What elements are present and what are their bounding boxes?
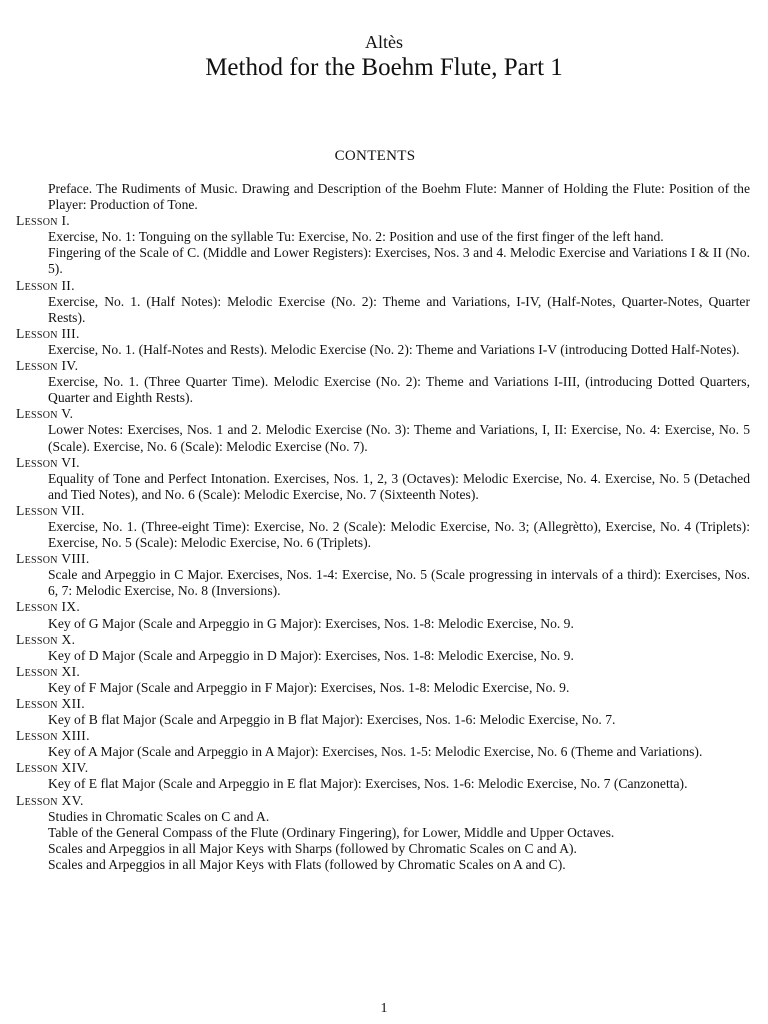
lesson-heading: Lesson V. xyxy=(16,406,74,422)
closing-entry: Scales and Arpeggios in all Major Keys with Flats (followed by Chromatic Scales on A and C). xyxy=(48,856,566,872)
lesson-heading: Lesson XIII. xyxy=(16,728,90,744)
lesson-heading: Lesson XV. xyxy=(16,792,84,808)
lesson-entry: Studies in Chromatic Scales on C and A. xyxy=(48,808,270,824)
lesson-heading: Lesson XI. xyxy=(16,663,81,679)
lesson-heading: Lesson I. xyxy=(16,213,71,229)
lesson-heading: Lesson VII. xyxy=(16,502,85,518)
lesson-heading: Lesson VI. xyxy=(16,454,80,470)
lesson-entry: Key of G Major (Scale and Arpeggio in G Major): Exercises, Nos. 1-8: Melodic Exercise, No. 9. xyxy=(48,615,574,631)
lesson-entry: Exercise, No. 1. (Half Notes): Melodic Exercise (No. 2): Theme and Variations, I-IV, (Half-Notes, Quarter-Notes, Quarter Rests). xyxy=(48,293,750,325)
author-name: Altès xyxy=(365,32,403,52)
lesson-heading: Lesson VIII. xyxy=(16,551,90,567)
lesson-heading: Lesson X. xyxy=(16,631,76,647)
preface-entry: Preface. The Rudiments of Music. Drawing and Description of the Boehm Flute: Manner of Holding the Flute: Position of the Player: Production of Tone. xyxy=(48,181,750,213)
table-of-contents xyxy=(16,181,750,873)
closing-entry: Scales and Arpeggios in all Major Keys with Sharps (followed by Chromatic Scales on C and A). xyxy=(48,840,577,856)
lesson-heading: Lesson II. xyxy=(16,277,75,293)
lesson-entry: Key of B flat Major (Scale and Arpeggio in B flat Major): Exercises, Nos. 1-6: Melodic Exercise, No. 7. xyxy=(48,712,616,728)
contents-heading: CONTENTS xyxy=(334,148,416,164)
lesson-heading: Lesson IV. xyxy=(16,358,79,374)
lesson-entry: Exercise, No. 1: Tonguing on the syllable Tu: Exercise, No. 2: Position and use of the first finger of the left hand. xyxy=(48,229,664,245)
lesson-entry: Equality of Tone and Perfect Intonation. Exercises, Nos. 1, 2, 3 (Octaves): Melodic Exercise, No. 4. Exercise, No. 5 (Detached and Tied Notes), and No. 6 (Scale): Melodic Exercise, No. 7 (Sixteenth Notes). xyxy=(48,470,750,502)
lesson-entry: Key of E flat Major (Scale and Arpeggio in E flat Major): Exercises, Nos. 1-6: Melodic Exercise, No. 7 (Canzonetta). xyxy=(48,776,688,792)
lesson-heading: Lesson IX. xyxy=(16,599,81,615)
lesson-heading: Lesson XII. xyxy=(16,696,85,711)
lesson-entry: Key of D Major (Scale and Arpeggio in D Major): Exercises, Nos. 1-8: Melodic Exercise, No. 9. xyxy=(48,647,574,663)
lesson-heading: Lesson III. xyxy=(16,325,80,341)
lesson-entry: Scale and Arpeggio in C Major. Exercises, Nos. 1-4: Exercise, No. 5 (Scale progressing in intervals of a third): Exercises, Nos. 6, 7: Melodic Exercise, No. 8 (Inversions). xyxy=(48,567,750,599)
lesson-entry: Exercise, No. 1. (Three Quarter Time). Melodic Exercise (No. 2): Theme and Variations I-III, (introducing Dotted Quarters, Quarter and Eighth Rests). xyxy=(48,374,750,406)
book-title: Method for the Boehm Flute, Part 1 xyxy=(205,54,563,81)
lesson-entry: Exercise, No. 1. (Half-Notes and Rests). Melodic Exercise (No. 2): Theme and Variations I-V (introducing Dotted Half-Notes). xyxy=(48,341,740,357)
compass-table-text: Table of the General Compass of the Flute (Ordinary Fingering), for Lower, Middle and Upper Octaves. xyxy=(48,824,615,840)
lesson-entry: Key of F Major (Scale and Arpeggio in F Major): Exercises, Nos. 1-8: Melodic Exercise, No. 9. xyxy=(48,679,570,695)
page-number: 1 xyxy=(380,1001,388,1016)
lesson-entry: Key of A Major (Scale and Arpeggio in A Major): Exercises, Nos. 1-5: Melodic Exercise, No. 6 (Theme and Variations). xyxy=(48,744,703,760)
lesson-entry: Exercise, No. 1. (Three-eight Time): Exercise, No. 2 (Scale): Melodic Exercise, No. 3; (Allegrètto), Exercise, No. 4 (Triplets): Exercise, No. 5 (Scale): Melodic Exercise, No. 6 (Triplets). xyxy=(48,518,750,551)
lesson-entry: Lower Notes: Exercises, Nos. 1 and 2. Melodic Exercise (No. 3): Theme and Variations, I, II: Exercise, No. 4: Exercise, No. 5 (Scale). Exercise, No. 6 (Scale): Melodic Exercise (No. 7). xyxy=(48,422,750,454)
compass-table-entry xyxy=(16,825,750,841)
lesson-heading: Lesson XIV. xyxy=(16,760,89,776)
lesson-entry: Fingering of the Scale of C. (Middle and Lower Registers): Exercises, Nos. 3 and 4. Melodic Exercise and Variations I & II (No. 5). xyxy=(48,245,750,277)
